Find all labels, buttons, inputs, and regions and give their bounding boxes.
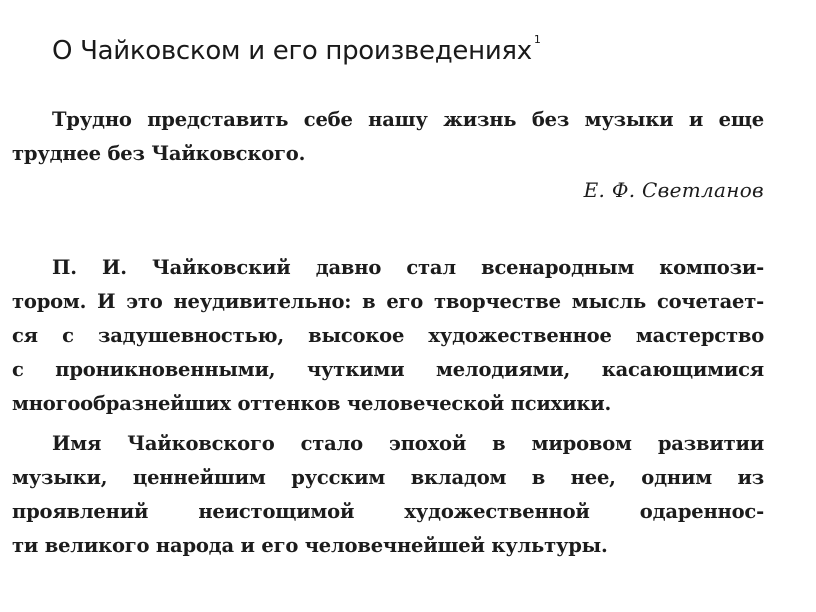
paragraph-1-line-2: тором. И это неудивительно: в его творчестве мысль сочетает-	[12, 290, 764, 313]
epigraph-line-2: труднее без Чайковского.	[12, 142, 306, 165]
epigraph-line-1: Трудно представить себе нашу жизнь без музыки и еще	[52, 108, 764, 131]
paragraph-1-line-3: ся с задушевностью, высокое художественное мастерство	[12, 324, 764, 347]
footnote-mark: 1	[533, 33, 541, 47]
epigraph-author: Е. Ф. Светланов	[583, 178, 764, 202]
paragraph-2-line-4: ти великого народа и его человечнейшей культуры.	[12, 534, 608, 557]
paragraph-1-line-4: с проникновенными, чуткими мелодиями, касающимися	[12, 358, 764, 381]
page-title	[52, 33, 541, 66]
title-text: О Чайковском и его произведениях	[52, 36, 532, 66]
paragraph-1-line-5: многообразнейших оттенков человеческой психики.	[12, 392, 612, 415]
paragraph-2-line-2: музыки, ценнейшим русским вкладом в нее, одним из	[12, 466, 764, 489]
paragraph-2-line-3: проявлений неистощимой художественной одареннос-	[12, 500, 764, 523]
paragraph-1-line-1: П. И. Чайковский давно стал всенародным компози-	[52, 256, 764, 279]
paragraph-2-line-1: Имя Чайковского стало эпохой в мировом развитии	[52, 432, 764, 455]
